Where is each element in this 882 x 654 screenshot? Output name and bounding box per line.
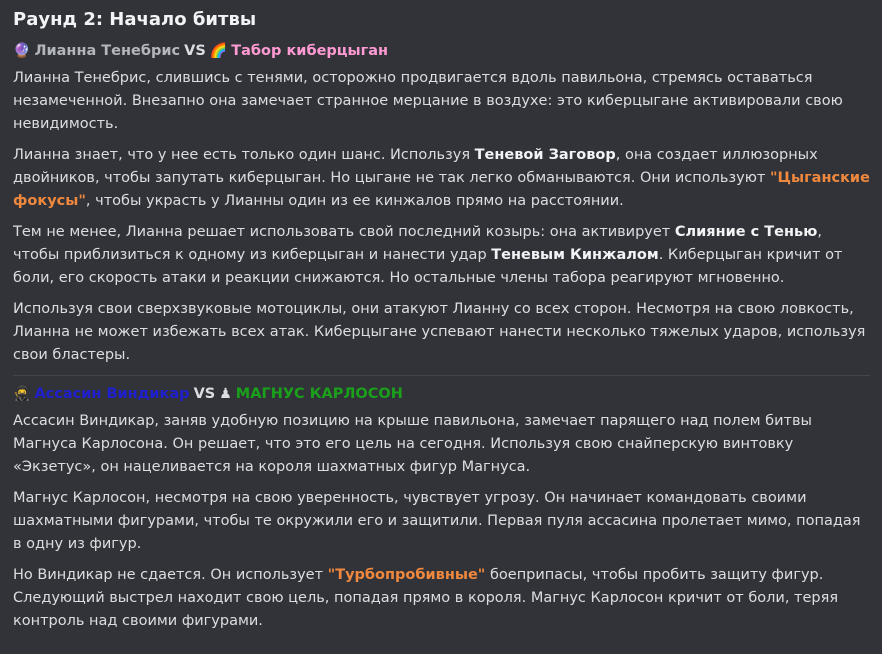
vs-label: VS [184, 43, 206, 59]
divider [13, 375, 870, 376]
fighter-tabor: Табор киберцыган [231, 43, 389, 59]
ability-shadow-merge: Слияние с Тенью [674, 224, 818, 240]
match-1-paragraph-3: Тем не менее, Лианна решает использовать свой последний козырь: она активирует Слияние с Тенью, чтобы приблизиться к одному из киберцыган и нанести удар Теневым Кинжалом. Киберцыган кричит от боли, его скорость атаки и реакции снижаются. Но остальные члены табора реагируют мгновенно. [13, 224, 843, 286]
fighter-vindicar: Ассасин Виндикар [34, 386, 190, 402]
ninja-icon: 🥷 [13, 386, 31, 402]
chess-pawn-icon: ♟ [219, 386, 232, 402]
match-1-header [13, 39, 870, 63]
vs-label: VS [193, 386, 216, 402]
match-2-paragraph-2: Магнус Карлосон, несмотря на свою уверенность, чувствует угрозу. Он начинает командовать своими шахматными фигурами, чтобы те окружили его и защитили. Первая пуля ассасина пролетает мимо, попадая в одну из фигур. [13, 490, 861, 552]
ability-gypsy-tricks: "Цыганские фокусы" [13, 170, 870, 209]
match-1-paragraph-1: Лианна Тенебрис, слившись с тенями, осторожно продвигается вдоль павильона, стремясь оставаться незамеченной. Внезапно она замечает странное мерцание в воздухе: это киберцыгане активировали свою невидимость. [13, 70, 843, 132]
match-2-paragraph-1: Ассасин Виндикар, заняв удобную позицию на крыше павильона, замечает парящего над полем битвы Магнуса Карлосона. Он решает, что это его цель на сегодня. Используя свою снайперскую винтовку «Экзетус», он нацеливается на короля шахматных фигур Магнуса. [13, 413, 812, 475]
fighter-magnus: МАГНУС КАРЛОСОН [235, 386, 403, 402]
match-2-paragraph-3: Но Виндикар не сдается. Он использует "Турбопробивные" боеприпасы, чтобы пробить защиту фигур. Следующий выстрел находит свою цель, попадая прямо в короля. Магнус Карлосон кричит от боли, теряя контроль над своими фигурами. [13, 567, 839, 629]
crystal-ball-icon: 🔮 [13, 43, 31, 59]
ammo-turbo: "Турбопробивные" [327, 567, 486, 583]
rainbow-icon: 🌈 [209, 43, 228, 59]
match-1-paragraph-2: Лианна знает, что у нее есть только один шанс. Используя Теневой Заговор, она создает иллюзорных двойников, чтобы запутать киберцыган. Но цыгане не так легко обманываются. Они используют "Цыганские фокусы", чтобы украсть у Лианны один из ее кинжалов прямо на расстоянии. [13, 147, 870, 209]
round-title: Раунд 2: Начало битвы [13, 9, 257, 30]
match-1-paragraph-4: Используя свои сверхзвуковые мотоциклы, они атакуют Лианну со всех сторон. Несмотря на свою ловкость, Лианна не может избежать всех атак. Киберцыгане успевают нанести несколько тяжелых ударов, используя свои бластеры. [13, 301, 866, 363]
ability-shadow-plot: Теневой Заговор [474, 147, 616, 163]
ability-shadow-dagger: Теневым Кинжалом [491, 247, 659, 263]
fighter-lianna: Лианна Тенебрис [34, 43, 181, 59]
match-2-header [13, 382, 870, 406]
